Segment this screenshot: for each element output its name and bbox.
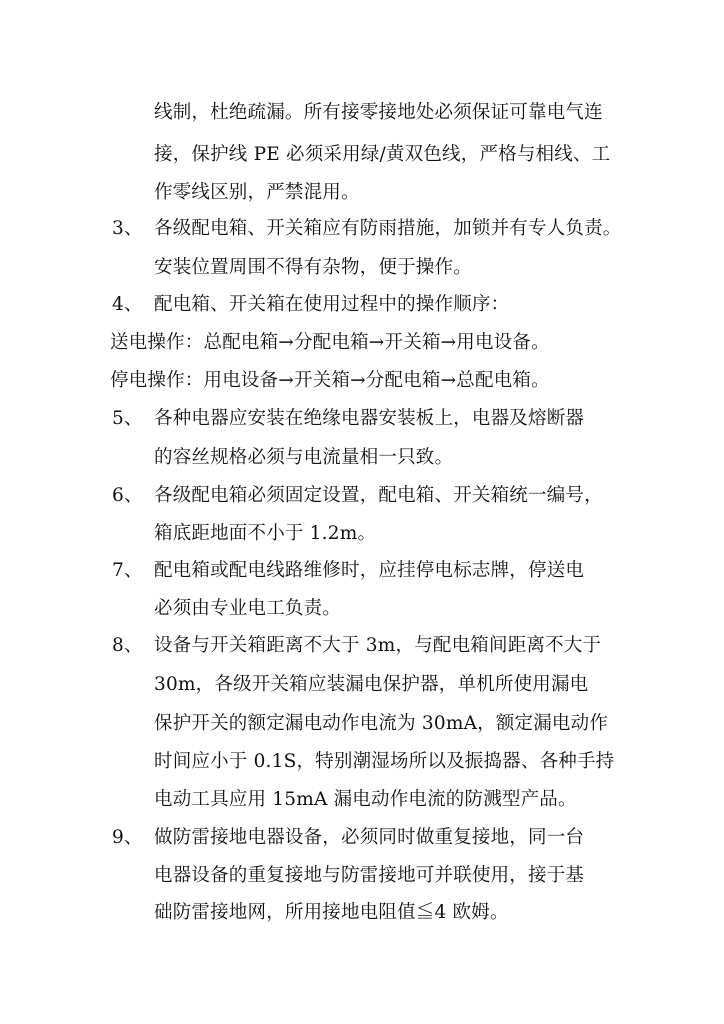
text-line: 础防雷接地网，所用接地电阻值≦4 欧姆。 xyxy=(154,902,509,923)
text-line: 接，保护线 PE 必须采用绿/黄双色线，严格与相线、工 xyxy=(154,144,611,165)
text-line: 配电箱、开关箱在使用过程中的操作顺序： xyxy=(154,294,510,315)
text-line: 各级配电箱必须固定设置，配电箱、开关箱统一编号， xyxy=(154,485,603,506)
text-line: 停电操作：用电设备→开关箱→分配电箱→总配电箱。 xyxy=(110,370,550,391)
text-line: 做防雷接地电器设备，必须同时做重复接地，同一台 xyxy=(154,827,585,848)
item-number: 7、 xyxy=(112,560,143,581)
item-number: 9、 xyxy=(112,827,143,848)
item-number: 3、 xyxy=(112,218,143,239)
text-line: 安装位置周围不得有杂物，便于操作。 xyxy=(154,257,472,278)
text-line: 箱底距地面不小于 1.2m。 xyxy=(154,523,377,544)
text-line: 必须由专业电工负责。 xyxy=(154,598,342,619)
text-line: 电器设备的重复接地与防雷接地可并联使用，接于基 xyxy=(154,865,585,886)
text-line: 各种电器应安装在绝缘电器安装板上，电器及熔断器 xyxy=(154,408,585,429)
text-line: 送电操作：总配电箱→分配电箱→开关箱→用电设备。 xyxy=(110,332,550,353)
text-line: 线制，杜绝疏漏。所有接零接地处必须保证可靠电气连 xyxy=(154,102,603,123)
text-line: 各级配电箱、开关箱应有防雨措施，加锁并有专人负责。 xyxy=(154,218,622,239)
item-number: 6、 xyxy=(112,485,143,506)
text-line: 的容丝规格必须与电流量相一只致。 xyxy=(154,447,454,468)
text-line: 设备与开关箱距离不大于 3m，与配电箱间距离不大于 xyxy=(154,635,602,656)
text-line: 保护开关的额定漏电动作电流为 30mA，额定漏电动作 xyxy=(154,713,609,734)
item-number: 8、 xyxy=(112,635,143,656)
item-number: 5、 xyxy=(112,408,143,429)
text-line: 时间应小于 0.1S，特别潮湿场所以及振捣器、各种手持 xyxy=(154,751,615,772)
text-line: 电动工具应用 15mA 漏电动作电流的防溅型产品。 xyxy=(154,789,577,810)
text-line: 配电箱或配电线路维修时，应挂停电标志牌，停送电 xyxy=(154,560,585,581)
item-number: 4、 xyxy=(112,294,143,315)
text-line: 作零线区别，严禁混用。 xyxy=(154,182,360,203)
text-line: 30m，各级开关箱应装漏电保护器，单机所使用漏电 xyxy=(154,674,589,695)
